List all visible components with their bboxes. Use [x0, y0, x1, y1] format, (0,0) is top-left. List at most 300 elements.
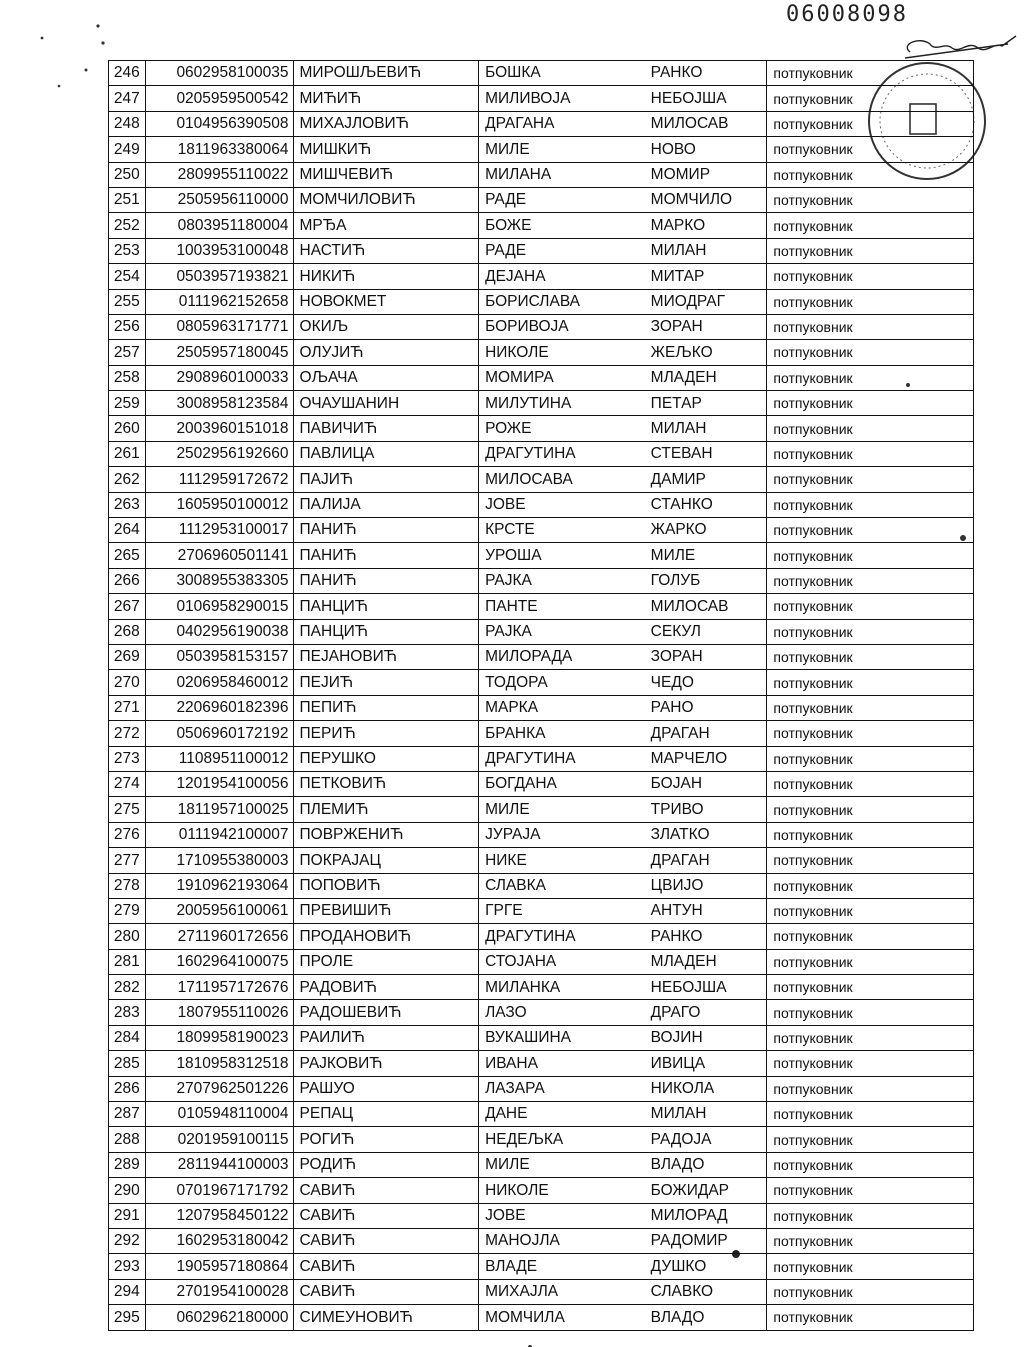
cell-name: РАНКО — [643, 61, 767, 86]
table-row — [109, 492, 974, 517]
cell-rank: потпуковник — [767, 518, 974, 543]
cell-rank: потпуковник — [767, 1228, 974, 1253]
cell-surname: ПЕРИЋ — [293, 721, 479, 746]
cell-rank: потпуковник — [767, 1102, 974, 1127]
cell-jmbg: 0104956390508 — [145, 111, 293, 136]
cell-no: 283 — [109, 1000, 146, 1025]
cell-jmbg: 1710955380003 — [145, 848, 293, 873]
cell-name: МАРКО — [643, 213, 767, 238]
cell-father: ЛАЗАРА — [479, 1076, 643, 1101]
cell-surname: ПАНЦИЋ — [293, 619, 479, 644]
cell-no: 267 — [109, 594, 146, 619]
cell-name: ДАМИР — [643, 467, 767, 492]
cell-name: АНТУН — [643, 898, 767, 923]
cell-surname: МИШКИЋ — [293, 137, 479, 162]
cell-father: ДЕЈАНА — [479, 264, 643, 289]
cell-father: МАНОЈЛА — [479, 1228, 643, 1253]
cell-surname: РАШУО — [293, 1076, 479, 1101]
cell-name: МОМЧИЛО — [643, 187, 767, 212]
cell-surname: ПЕПИЋ — [293, 695, 479, 720]
cell-rank: потпуковник — [767, 746, 974, 771]
cell-father: МИЛИВОЈА — [479, 86, 643, 111]
cell-rank: потпуковник — [767, 416, 974, 441]
cell-jmbg: 2707962501226 — [145, 1076, 293, 1101]
cell-no: 247 — [109, 86, 146, 111]
cell-name: МИЛЕ — [643, 543, 767, 568]
cell-rank: потпуковник — [767, 264, 974, 289]
cell-jmbg: 0503957193821 — [145, 264, 293, 289]
cell-father: ДРАГАНА — [479, 111, 643, 136]
cell-name: ДРАГАН — [643, 721, 767, 746]
cell-no: 288 — [109, 1127, 146, 1152]
table-row — [109, 137, 974, 162]
cell-rank: потпуковник — [767, 1076, 974, 1101]
cell-surname: ОЧАУШАНИН — [293, 391, 479, 416]
cell-no: 277 — [109, 848, 146, 873]
table-row — [109, 644, 974, 669]
cell-surname: РАДОШЕВИЋ — [293, 1000, 479, 1025]
cell-name: ГОЛУБ — [643, 568, 767, 593]
cell-name: БОЖИДАР — [643, 1178, 767, 1203]
cell-no: 294 — [109, 1279, 146, 1304]
cell-father: НИКОЛЕ — [479, 1178, 643, 1203]
cell-jmbg: 1602953180042 — [145, 1228, 293, 1253]
table-row — [109, 1254, 974, 1279]
cell-surname: САВИЋ — [293, 1203, 479, 1228]
cell-jmbg: 1811963380064 — [145, 137, 293, 162]
cell-jmbg: 1910962193064 — [145, 873, 293, 898]
cell-no: 253 — [109, 238, 146, 263]
cell-rank: потпуковник — [767, 111, 974, 136]
cell-surname: ПЕЈАНОВИЋ — [293, 644, 479, 669]
table-row — [109, 238, 974, 263]
table-row — [109, 416, 974, 441]
cell-father: НИКОЛЕ — [479, 340, 643, 365]
cell-surname: САВИЋ — [293, 1254, 479, 1279]
table-row — [109, 695, 974, 720]
cell-surname: НИКИЋ — [293, 264, 479, 289]
cell-jmbg: 1112953100017 — [145, 518, 293, 543]
cell-jmbg: 0105948110004 — [145, 1102, 293, 1127]
cell-father: МИХАЈЛА — [479, 1279, 643, 1304]
cell-rank: потпуковник — [767, 1152, 974, 1177]
cell-rank: потпуковник — [767, 848, 974, 873]
cell-name: МИТАР — [643, 264, 767, 289]
cell-no: 281 — [109, 949, 146, 974]
cell-no: 248 — [109, 111, 146, 136]
table-row — [109, 619, 974, 644]
cell-no: 280 — [109, 924, 146, 949]
cell-jmbg: 0701967171792 — [145, 1178, 293, 1203]
cell-rank: потпуковник — [767, 975, 974, 1000]
cell-jmbg: 1207958450122 — [145, 1203, 293, 1228]
table-row — [109, 822, 974, 847]
table-row — [109, 898, 974, 923]
table-row — [109, 213, 974, 238]
cell-jmbg: 0805963171771 — [145, 314, 293, 339]
cell-name: ТРИВО — [643, 797, 767, 822]
cell-no: 270 — [109, 670, 146, 695]
cell-jmbg: 2505956110000 — [145, 187, 293, 212]
table-row — [109, 797, 974, 822]
table-row — [109, 543, 974, 568]
cell-surname: ПАВИЧИЋ — [293, 416, 479, 441]
cell-father: МИЛЕ — [479, 1152, 643, 1177]
cell-surname: ПАВЛИЦА — [293, 441, 479, 466]
cell-name: МИОДРАГ — [643, 289, 767, 314]
cell-father: ЈОВЕ — [479, 1203, 643, 1228]
cell-no: 249 — [109, 137, 146, 162]
cell-jmbg: 0803951180004 — [145, 213, 293, 238]
cell-surname: РОДИЋ — [293, 1152, 479, 1177]
cell-father: ЈОВЕ — [479, 492, 643, 517]
cell-surname: РОГИЋ — [293, 1127, 479, 1152]
cell-name: ВОЈИН — [643, 1025, 767, 1050]
table-row — [109, 314, 974, 339]
cell-father: БОШКА — [479, 61, 643, 86]
cell-name: МАРЧЕЛО — [643, 746, 767, 771]
table-row — [109, 86, 974, 111]
table-row — [109, 441, 974, 466]
table-row — [109, 289, 974, 314]
cell-rank: потпуковник — [767, 492, 974, 517]
cell-surname: ПЕРУШКО — [293, 746, 479, 771]
cell-rank: потпуковник — [767, 137, 974, 162]
cell-jmbg: 1112959172672 — [145, 467, 293, 492]
cell-rank: потпуковник — [767, 1051, 974, 1076]
cell-rank: потпуковник — [767, 441, 974, 466]
cell-father: МОМИРА — [479, 365, 643, 390]
cell-rank: потпуковник — [767, 568, 974, 593]
cell-surname: НОВОКМЕТ — [293, 289, 479, 314]
cell-name: МИЛАН — [643, 1102, 767, 1127]
cell-name: РАДОМИР — [643, 1228, 767, 1253]
table-row — [109, 975, 974, 1000]
cell-jmbg: 0206958460012 — [145, 670, 293, 695]
table-row — [109, 949, 974, 974]
cell-no: 278 — [109, 873, 146, 898]
cell-jmbg: 3008955383305 — [145, 568, 293, 593]
cell-rank: потпуковник — [767, 1279, 974, 1304]
cell-name: ДРАГАН — [643, 848, 767, 873]
cell-jmbg: 0111942100007 — [145, 822, 293, 847]
table-row — [109, 365, 974, 390]
cell-name: ДРАГО — [643, 1000, 767, 1025]
cell-father: СТОЈАНА — [479, 949, 643, 974]
cell-jmbg: 0106958290015 — [145, 594, 293, 619]
cell-jmbg: 2706960501141 — [145, 543, 293, 568]
cell-father: БОЖЕ — [479, 213, 643, 238]
cell-name: ЖАРКО — [643, 518, 767, 543]
cell-name: СТЕВАН — [643, 441, 767, 466]
table-row — [109, 111, 974, 136]
cell-rank: потпуковник — [767, 238, 974, 263]
cell-name: ПЕТАР — [643, 391, 767, 416]
cell-father: МИЛАНА — [479, 162, 643, 187]
cell-father: БОРИВОЈА — [479, 314, 643, 339]
cell-rank: потпуковник — [767, 314, 974, 339]
cell-rank: потпуковник — [767, 467, 974, 492]
cell-rank: потпуковник — [767, 771, 974, 796]
cell-father: ВУКАШИНА — [479, 1025, 643, 1050]
cell-surname: ПРОДАНОВИЋ — [293, 924, 479, 949]
cell-name: ВЛАДО — [643, 1152, 767, 1177]
cell-no: 256 — [109, 314, 146, 339]
cell-no: 252 — [109, 213, 146, 238]
cell-father: РАДЕ — [479, 238, 643, 263]
cell-no: 279 — [109, 898, 146, 923]
cell-father: МИЛОСАВА — [479, 467, 643, 492]
cell-father: МИЛЕ — [479, 797, 643, 822]
cell-surname: ПОВРЖЕНИЋ — [293, 822, 479, 847]
table-row — [109, 568, 974, 593]
cell-jmbg: 0201959100115 — [145, 1127, 293, 1152]
table-row — [109, 187, 974, 212]
cell-father: МИЛАНКА — [479, 975, 643, 1000]
cell-no: 268 — [109, 619, 146, 644]
cell-rank: потпуковник — [767, 86, 974, 111]
cell-jmbg: 3008958123584 — [145, 391, 293, 416]
cell-surname: ПАНЦИЋ — [293, 594, 479, 619]
cell-surname: НАСТИЋ — [293, 238, 479, 263]
cell-surname: ПРЕВИШИЋ — [293, 898, 479, 923]
cell-surname: ПАЈИЋ — [293, 467, 479, 492]
cell-no: 251 — [109, 187, 146, 212]
cell-name: НИКОЛА — [643, 1076, 767, 1101]
cell-no: 295 — [109, 1305, 146, 1330]
cell-rank: потпуковник — [767, 391, 974, 416]
cell-surname: ПЛЕМИЋ — [293, 797, 479, 822]
cell-name: НЕБОЈША — [643, 86, 767, 111]
cell-surname: ПОКРАЈАЦ — [293, 848, 479, 873]
table-row — [109, 1127, 974, 1152]
cell-father: РАЈКА — [479, 568, 643, 593]
cell-jmbg: 2502956192660 — [145, 441, 293, 466]
cell-rank: потпуковник — [767, 594, 974, 619]
table-row — [109, 670, 974, 695]
cell-father: МОМЧИЛА — [479, 1305, 643, 1330]
cell-rank: потпуковник — [767, 619, 974, 644]
cell-no: 269 — [109, 644, 146, 669]
cell-jmbg: 1605950100012 — [145, 492, 293, 517]
cell-no: 282 — [109, 975, 146, 1000]
cell-name: ЗОРАН — [643, 314, 767, 339]
cell-jmbg: 0602962180000 — [145, 1305, 293, 1330]
cell-father: МИЛУТИНА — [479, 391, 643, 416]
cell-jmbg: 0402956190038 — [145, 619, 293, 644]
cell-name: СЛАВКО — [643, 1279, 767, 1304]
cell-surname: СИМЕУНОВИЋ — [293, 1305, 479, 1330]
cell-name: МИЛОРАД — [643, 1203, 767, 1228]
cell-surname: МОМЧИЛОВИЋ — [293, 187, 479, 212]
table-row — [109, 1051, 974, 1076]
cell-rank: потпуковник — [767, 1127, 974, 1152]
cell-name: МЛАДЕН — [643, 365, 767, 390]
cell-no: 261 — [109, 441, 146, 466]
cell-name: РАНО — [643, 695, 767, 720]
cell-jmbg: 1809958190023 — [145, 1025, 293, 1050]
cell-father: БОГДАНА — [479, 771, 643, 796]
cell-father: УРОША — [479, 543, 643, 568]
table-row — [109, 1152, 974, 1177]
cell-no: 259 — [109, 391, 146, 416]
table-row — [109, 391, 974, 416]
cell-name: СТАНКО — [643, 492, 767, 517]
cell-rank: потпуковник — [767, 187, 974, 212]
cell-father: БОРИСЛАВА — [479, 289, 643, 314]
cell-jmbg: 2701954100028 — [145, 1279, 293, 1304]
cell-father: МИЛОРАДА — [479, 644, 643, 669]
cell-jmbg: 1003953100048 — [145, 238, 293, 263]
cell-jmbg: 2908960100033 — [145, 365, 293, 390]
cell-no: 246 — [109, 61, 146, 86]
cell-name: ИВИЦА — [643, 1051, 767, 1076]
cell-rank: потпуковник — [767, 543, 974, 568]
cell-no: 276 — [109, 822, 146, 847]
cell-surname: ПАНИЋ — [293, 543, 479, 568]
cell-name: МЛАДЕН — [643, 949, 767, 974]
cell-no: 293 — [109, 1254, 146, 1279]
cell-father: ВЛАДЕ — [479, 1254, 643, 1279]
cell-name: ЗОРАН — [643, 644, 767, 669]
cell-no: 275 — [109, 797, 146, 822]
cell-jmbg: 0503958153157 — [145, 644, 293, 669]
cell-surname: РЕПАЦ — [293, 1102, 479, 1127]
cell-jmbg: 2811944100003 — [145, 1152, 293, 1177]
cell-surname: САВИЋ — [293, 1178, 479, 1203]
cell-jmbg: 2005956100061 — [145, 898, 293, 923]
cell-surname: МИХАЈЛОВИЋ — [293, 111, 479, 136]
cell-surname: САВИЋ — [293, 1279, 479, 1304]
cell-father: ГРГЕ — [479, 898, 643, 923]
table-row — [109, 162, 974, 187]
cell-no: 273 — [109, 746, 146, 771]
cell-father: ДАНЕ — [479, 1102, 643, 1127]
cell-no: 262 — [109, 467, 146, 492]
cell-name: НОВО — [643, 137, 767, 162]
cell-name: МИЛАН — [643, 416, 767, 441]
cell-jmbg: 1201954100056 — [145, 771, 293, 796]
cell-name: МИЛОСАВ — [643, 594, 767, 619]
cell-jmbg: 0111962152658 — [145, 289, 293, 314]
cell-rank: потпуковник — [767, 1305, 974, 1330]
cell-jmbg: 1811957100025 — [145, 797, 293, 822]
cell-surname: РАИЛИЋ — [293, 1025, 479, 1050]
cell-surname: ПАЛИЈА — [293, 492, 479, 517]
cell-father: ДРАГУТИНА — [479, 441, 643, 466]
cell-father: ТОДОРА — [479, 670, 643, 695]
cell-father: РАДЕ — [479, 187, 643, 212]
cell-father: ЈУРАЈА — [479, 822, 643, 847]
table-row — [109, 873, 974, 898]
cell-rank: потпуковник — [767, 797, 974, 822]
table-row — [109, 1203, 974, 1228]
table-row — [109, 771, 974, 796]
cell-surname: РАДОВИЋ — [293, 975, 479, 1000]
cell-name: ВЛАДО — [643, 1305, 767, 1330]
cell-rank: потпуковник — [767, 873, 974, 898]
cell-surname: МРЂА — [293, 213, 479, 238]
cell-no: 285 — [109, 1051, 146, 1076]
cell-rank: потпуковник — [767, 213, 974, 238]
cell-rank: потпуковник — [767, 898, 974, 923]
cell-father: ПАНТЕ — [479, 594, 643, 619]
cell-father: МИЛЕ — [479, 137, 643, 162]
cell-name: СЕКУЛ — [643, 619, 767, 644]
cell-name: МИЛОСАВ — [643, 111, 767, 136]
table-row — [109, 1076, 974, 1101]
cell-surname: ПОПОВИЋ — [293, 873, 479, 898]
cell-jmbg: 0205959500542 — [145, 86, 293, 111]
cell-surname: МИЋИЋ — [293, 86, 479, 111]
cell-jmbg: 1711957172676 — [145, 975, 293, 1000]
cell-name: МОМИР — [643, 162, 767, 187]
cell-surname: МИШЧЕВИЋ — [293, 162, 479, 187]
cell-surname: ОЛУЈИЋ — [293, 340, 479, 365]
cell-surname: САВИЋ — [293, 1228, 479, 1253]
cell-jmbg: 1905957180864 — [145, 1254, 293, 1279]
cell-jmbg: 1807955110026 — [145, 1000, 293, 1025]
cell-jmbg: 2809955110022 — [145, 162, 293, 187]
cell-jmbg: 1108951100012 — [145, 746, 293, 771]
table-row — [109, 1025, 974, 1050]
cell-jmbg: 2003960151018 — [145, 416, 293, 441]
cell-no: 287 — [109, 1102, 146, 1127]
cell-jmbg: 2505957180045 — [145, 340, 293, 365]
cell-father: СЛАВКА — [479, 873, 643, 898]
cell-jmbg: 1602964100075 — [145, 949, 293, 974]
cell-no: 266 — [109, 568, 146, 593]
cell-no: 289 — [109, 1152, 146, 1177]
cell-father: ДРАГУТИНА — [479, 924, 643, 949]
cell-no: 291 — [109, 1203, 146, 1228]
table-row — [109, 264, 974, 289]
cell-no: 264 — [109, 518, 146, 543]
cell-jmbg: 2711960172656 — [145, 924, 293, 949]
cell-father: РОЖЕ — [479, 416, 643, 441]
cell-name: РАНКО — [643, 924, 767, 949]
cell-no: 271 — [109, 695, 146, 720]
cell-father: КРСТЕ — [479, 518, 643, 543]
cell-rank: потпуковник — [767, 695, 974, 720]
cell-surname: ОЉАЧА — [293, 365, 479, 390]
table-row — [109, 1305, 974, 1330]
table-row — [109, 746, 974, 771]
cell-father: МАРКА — [479, 695, 643, 720]
cell-rank: потпуковник — [767, 1203, 974, 1228]
cell-rank: потпуковник — [767, 1000, 974, 1025]
personnel-table — [108, 60, 974, 1331]
cell-no: 258 — [109, 365, 146, 390]
cell-name: ДУШКО — [643, 1254, 767, 1279]
cell-no: 250 — [109, 162, 146, 187]
table-row — [109, 1279, 974, 1304]
cell-surname: МИРОШЉЕВИЋ — [293, 61, 479, 86]
cell-rank: потпуковник — [767, 822, 974, 847]
cell-rank: потпуковник — [767, 365, 974, 390]
table-row — [109, 721, 974, 746]
cell-father: БРАНКА — [479, 721, 643, 746]
cell-no: 257 — [109, 340, 146, 365]
cell-rank: потпуковник — [767, 61, 974, 86]
cell-name: БОЈАН — [643, 771, 767, 796]
cell-rank: потпуковник — [767, 721, 974, 746]
cell-no: 290 — [109, 1178, 146, 1203]
cell-no: 265 — [109, 543, 146, 568]
cell-rank: потпуковник — [767, 340, 974, 365]
cell-no: 284 — [109, 1025, 146, 1050]
cell-name: ЦВИЈО — [643, 873, 767, 898]
